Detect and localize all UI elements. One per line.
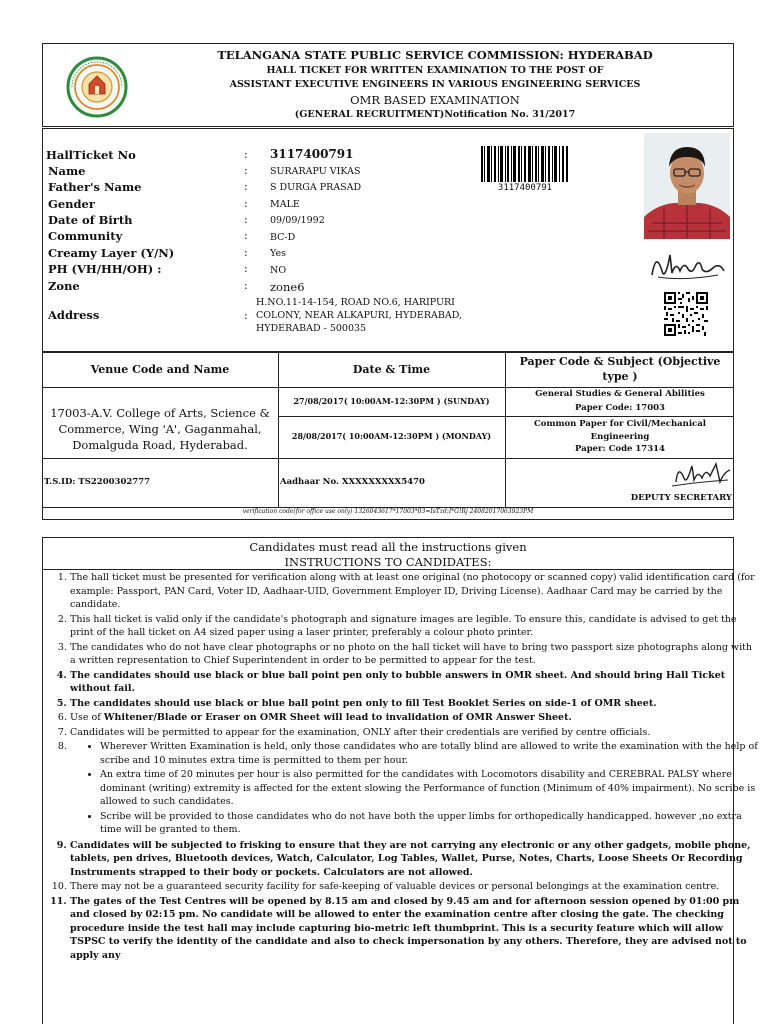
paper-header: Paper Code & Subject (Objective type ) bbox=[519, 355, 721, 383]
address-line: COLONY, NEAR ALKAPURI, HYDERABAD, bbox=[256, 310, 463, 321]
venue-line: Domalguda Road, Hyderabad. bbox=[72, 438, 248, 452]
table-divider bbox=[42, 387, 734, 388]
tsid: T.S.ID: TS2200302777 bbox=[44, 477, 151, 487]
qr-code bbox=[664, 292, 708, 336]
list-item: 1. The hall ticket must be presented for verification along with at least one original (no photocopy or scanned copy) valid identification card (for example: Passport, PAN Card, Voter ID, Aadhaar-UID, Government Employer ID, Driving License). Aadhaar Card may be carried by the candidate. bbox=[70, 571, 758, 613]
table-divider bbox=[278, 416, 734, 417]
tspsc-logo bbox=[62, 56, 132, 118]
address-line: H.NO.11-14-154, ROAD NO.6, HARIPURI bbox=[256, 297, 455, 308]
deputy-secretary: DEPUTY SECRETARY bbox=[630, 493, 732, 503]
paper-code: Paper: Code 17314 bbox=[575, 444, 665, 454]
label-father-name: Father's Name bbox=[48, 180, 142, 194]
session-datetime: 28/08/2017( 10:00AM-12:30PM ) (MONDAY) bbox=[291, 431, 492, 441]
header-line2: HALL TICKET FOR WRITTEN EXAMINATION TO THE POST OF bbox=[266, 65, 604, 76]
list-item: 11. The gates of the Test Centres will be opened by 8.15 am and closed by 9.45 am and for afternoon session opened by 01:00 pm and closed by 02:15 pm. No candidate will be allowed to enter the examination centre after closing the gate. The checking procedure inside the test hall may include capturing bio-metric left thumbprint. This is a security feature which will allow TSPSC to verify the identity of the candidate and also to check impersonation by any others. Therefore, they are advised not to apply any bbox=[70, 895, 758, 964]
candidate-photo-icon bbox=[644, 133, 730, 239]
tspsc-seal-icon bbox=[62, 56, 132, 118]
label-zone: Zone bbox=[48, 279, 80, 293]
venue-name bbox=[44, 405, 276, 453]
list-item: 5. The candidates should use black or blue ball point pen only to fill Test Booklet Series on side-1 of OMR sheet. bbox=[70, 697, 758, 712]
instructions-list bbox=[44, 571, 758, 963]
barcode-icon bbox=[480, 146, 570, 182]
address-line: HYDERABAD - 500035 bbox=[256, 323, 367, 334]
list-item-bold-text: Whitener/Blade or Eraser on OMR Sheet will lead to invalidation of OMR Answer Sheet. bbox=[103, 712, 572, 723]
verification-code: verification code(for office use only) 1326043617*17003*03=IsTzd;I*G!Rj 24082017063923PM bbox=[242, 508, 534, 515]
label-hallticket: HallTicket No bbox=[46, 148, 136, 162]
venue-line: Commerce, Wing 'A', Gaganmahal, bbox=[58, 422, 262, 436]
barcode bbox=[480, 146, 570, 182]
label-creamy-layer: Creamy Layer (Y/N) bbox=[48, 246, 175, 260]
sub-list bbox=[70, 740, 758, 838]
header-line3: ASSISTANT EXECUTIVE ENGINEERS IN VARIOUS ENGINEERING SERVICES bbox=[229, 79, 641, 90]
colon: : bbox=[244, 164, 248, 177]
venue-header: Venue Code and Name bbox=[90, 363, 230, 376]
qr-code-icon bbox=[664, 292, 708, 336]
datetime-header: Date & Time bbox=[352, 363, 431, 376]
candidate-signature bbox=[644, 241, 730, 287]
header-org: TELANGANA STATE PUBLIC SERVICE COMMISSION: HYDERABAD bbox=[217, 48, 653, 62]
colon: : bbox=[244, 309, 248, 322]
paper-subject: Common Paper for Civil/Mechanical Engineering bbox=[534, 419, 706, 442]
list-item: 7. Candidates will be permitted to appear for the examination, ONLY after their credentials are verified by centre officials. bbox=[70, 726, 758, 741]
header-notification: (GENERAL RECRUITMENT)Notification No. 31/2017 bbox=[294, 109, 576, 120]
instructions-subtitle: INSTRUCTIONS TO CANDIDATES: bbox=[284, 555, 492, 569]
venue-line: 17003-A.V. College of Arts, Science & bbox=[50, 406, 270, 420]
sub-list-item: • An extra time of 20 minutes per hour is also permitted for the candidates with Locomotors disability and CEREBRAL PALSY where dominant (writing) extremity is affected for the extent slowing the Performance of function (Minimum of 40% impairment). No scribe is allowed to such candidates. bbox=[100, 768, 758, 810]
candidate-photo bbox=[644, 133, 730, 239]
instructions-title: Candidates must read all the instructions given bbox=[249, 540, 527, 554]
value-community: BC-D bbox=[270, 232, 296, 243]
list-item: 10. There may not be a guaranteed security facility for safe-keeping of valuable devices or personal belongings at the examination centre. bbox=[70, 880, 758, 895]
value-gender: MALE bbox=[270, 199, 300, 210]
label-ph: PH (VH/HH/OH) : bbox=[48, 262, 162, 276]
label-gender: Gender bbox=[48, 197, 95, 211]
colon: : bbox=[244, 229, 248, 242]
list-item: 4. The candidates should use black or blue ball point pen only to bubble answers in OMR sheet. And should bring Hall Ticket without fail. bbox=[70, 669, 758, 697]
value-father-name: S DURGA PRASAD bbox=[270, 182, 362, 193]
table-divider bbox=[505, 352, 506, 507]
colon: : bbox=[244, 246, 248, 259]
label-community: Community bbox=[48, 229, 123, 243]
list-item: 3. The candidates who do not have clear photographs or no photo on the hall ticket will have to bring two passport size photographs along with a written representation to Chief Superintendent in order to be permitted to appear for the test. bbox=[70, 641, 758, 669]
table-divider bbox=[42, 458, 734, 459]
header-exam-type: OMR BASED EXAMINATION bbox=[350, 93, 520, 107]
signature-icon bbox=[668, 460, 732, 490]
colon: : bbox=[244, 213, 248, 226]
label-address: Address bbox=[48, 308, 100, 322]
sub-list-item: • 8. Wherever Written Examination is held, only those candidates who are totally blind are allowed to write the examination with the help of scribe and 10 minutes extra time is permitted to them per hour. bbox=[100, 740, 758, 768]
colon: : bbox=[244, 180, 248, 193]
value-dob: 09/09/1992 bbox=[270, 215, 325, 226]
value-ph: NO bbox=[270, 265, 287, 276]
value-hallticket: 3117400791 bbox=[270, 147, 354, 161]
sub-list-item: • Scribe will be provided to those candidates who do not have both the upper limbs for orthopedically handicapped. however ,no extra time will be granted to them. bbox=[100, 810, 758, 838]
list-item: 2. This hall ticket is valid only if the candidate's photograph and signature images are legible. To ensure this, candidate is advised to get the print of the hall ticket on A4 sized paper using a laser printer, preferably a colour photo printer. bbox=[70, 613, 758, 641]
session-datetime: 27/08/2017( 10:00AM-12:30PM ) (SUNDAY) bbox=[293, 396, 490, 406]
secretary-signature bbox=[668, 460, 732, 490]
colon: : bbox=[244, 148, 248, 161]
value-zone: zone6 bbox=[270, 280, 305, 294]
list-item-text: Use of bbox=[70, 712, 104, 723]
list-item bbox=[70, 711, 758, 726]
colon: : bbox=[244, 262, 248, 275]
list-item bbox=[70, 740, 758, 839]
label-dob: Date of Birth bbox=[48, 213, 133, 227]
barcode-text: 3117400791 bbox=[497, 183, 553, 193]
paper-code: Paper Code: 17003 bbox=[575, 403, 665, 413]
list-item: 9. Candidates will be subjected to frisking to ensure that they are not carrying any electronic or any other gadgets, mobile phone, tablets, pen drives, Bluetooth devices, Watch, Calculator, Log Tables, Wallet, Purse, Notes, Charts, Loose Sheets Or Recording Instruments strapped to their body or pockets. Calculators are not allowed. bbox=[70, 839, 758, 881]
label-name: Name bbox=[48, 164, 86, 178]
signature-icon bbox=[644, 241, 730, 287]
paper-subject: General Studies & General Abilities bbox=[535, 389, 705, 399]
colon: : bbox=[244, 197, 248, 210]
value-creamy-layer: Yes bbox=[270, 248, 286, 259]
value-name: SURARAPU VIKAS bbox=[270, 166, 361, 177]
instructions-divider bbox=[42, 569, 734, 570]
colon: : bbox=[244, 279, 248, 292]
aadhaar-number: Aadhaar No. XXXXXXXXX5470 bbox=[280, 477, 425, 487]
